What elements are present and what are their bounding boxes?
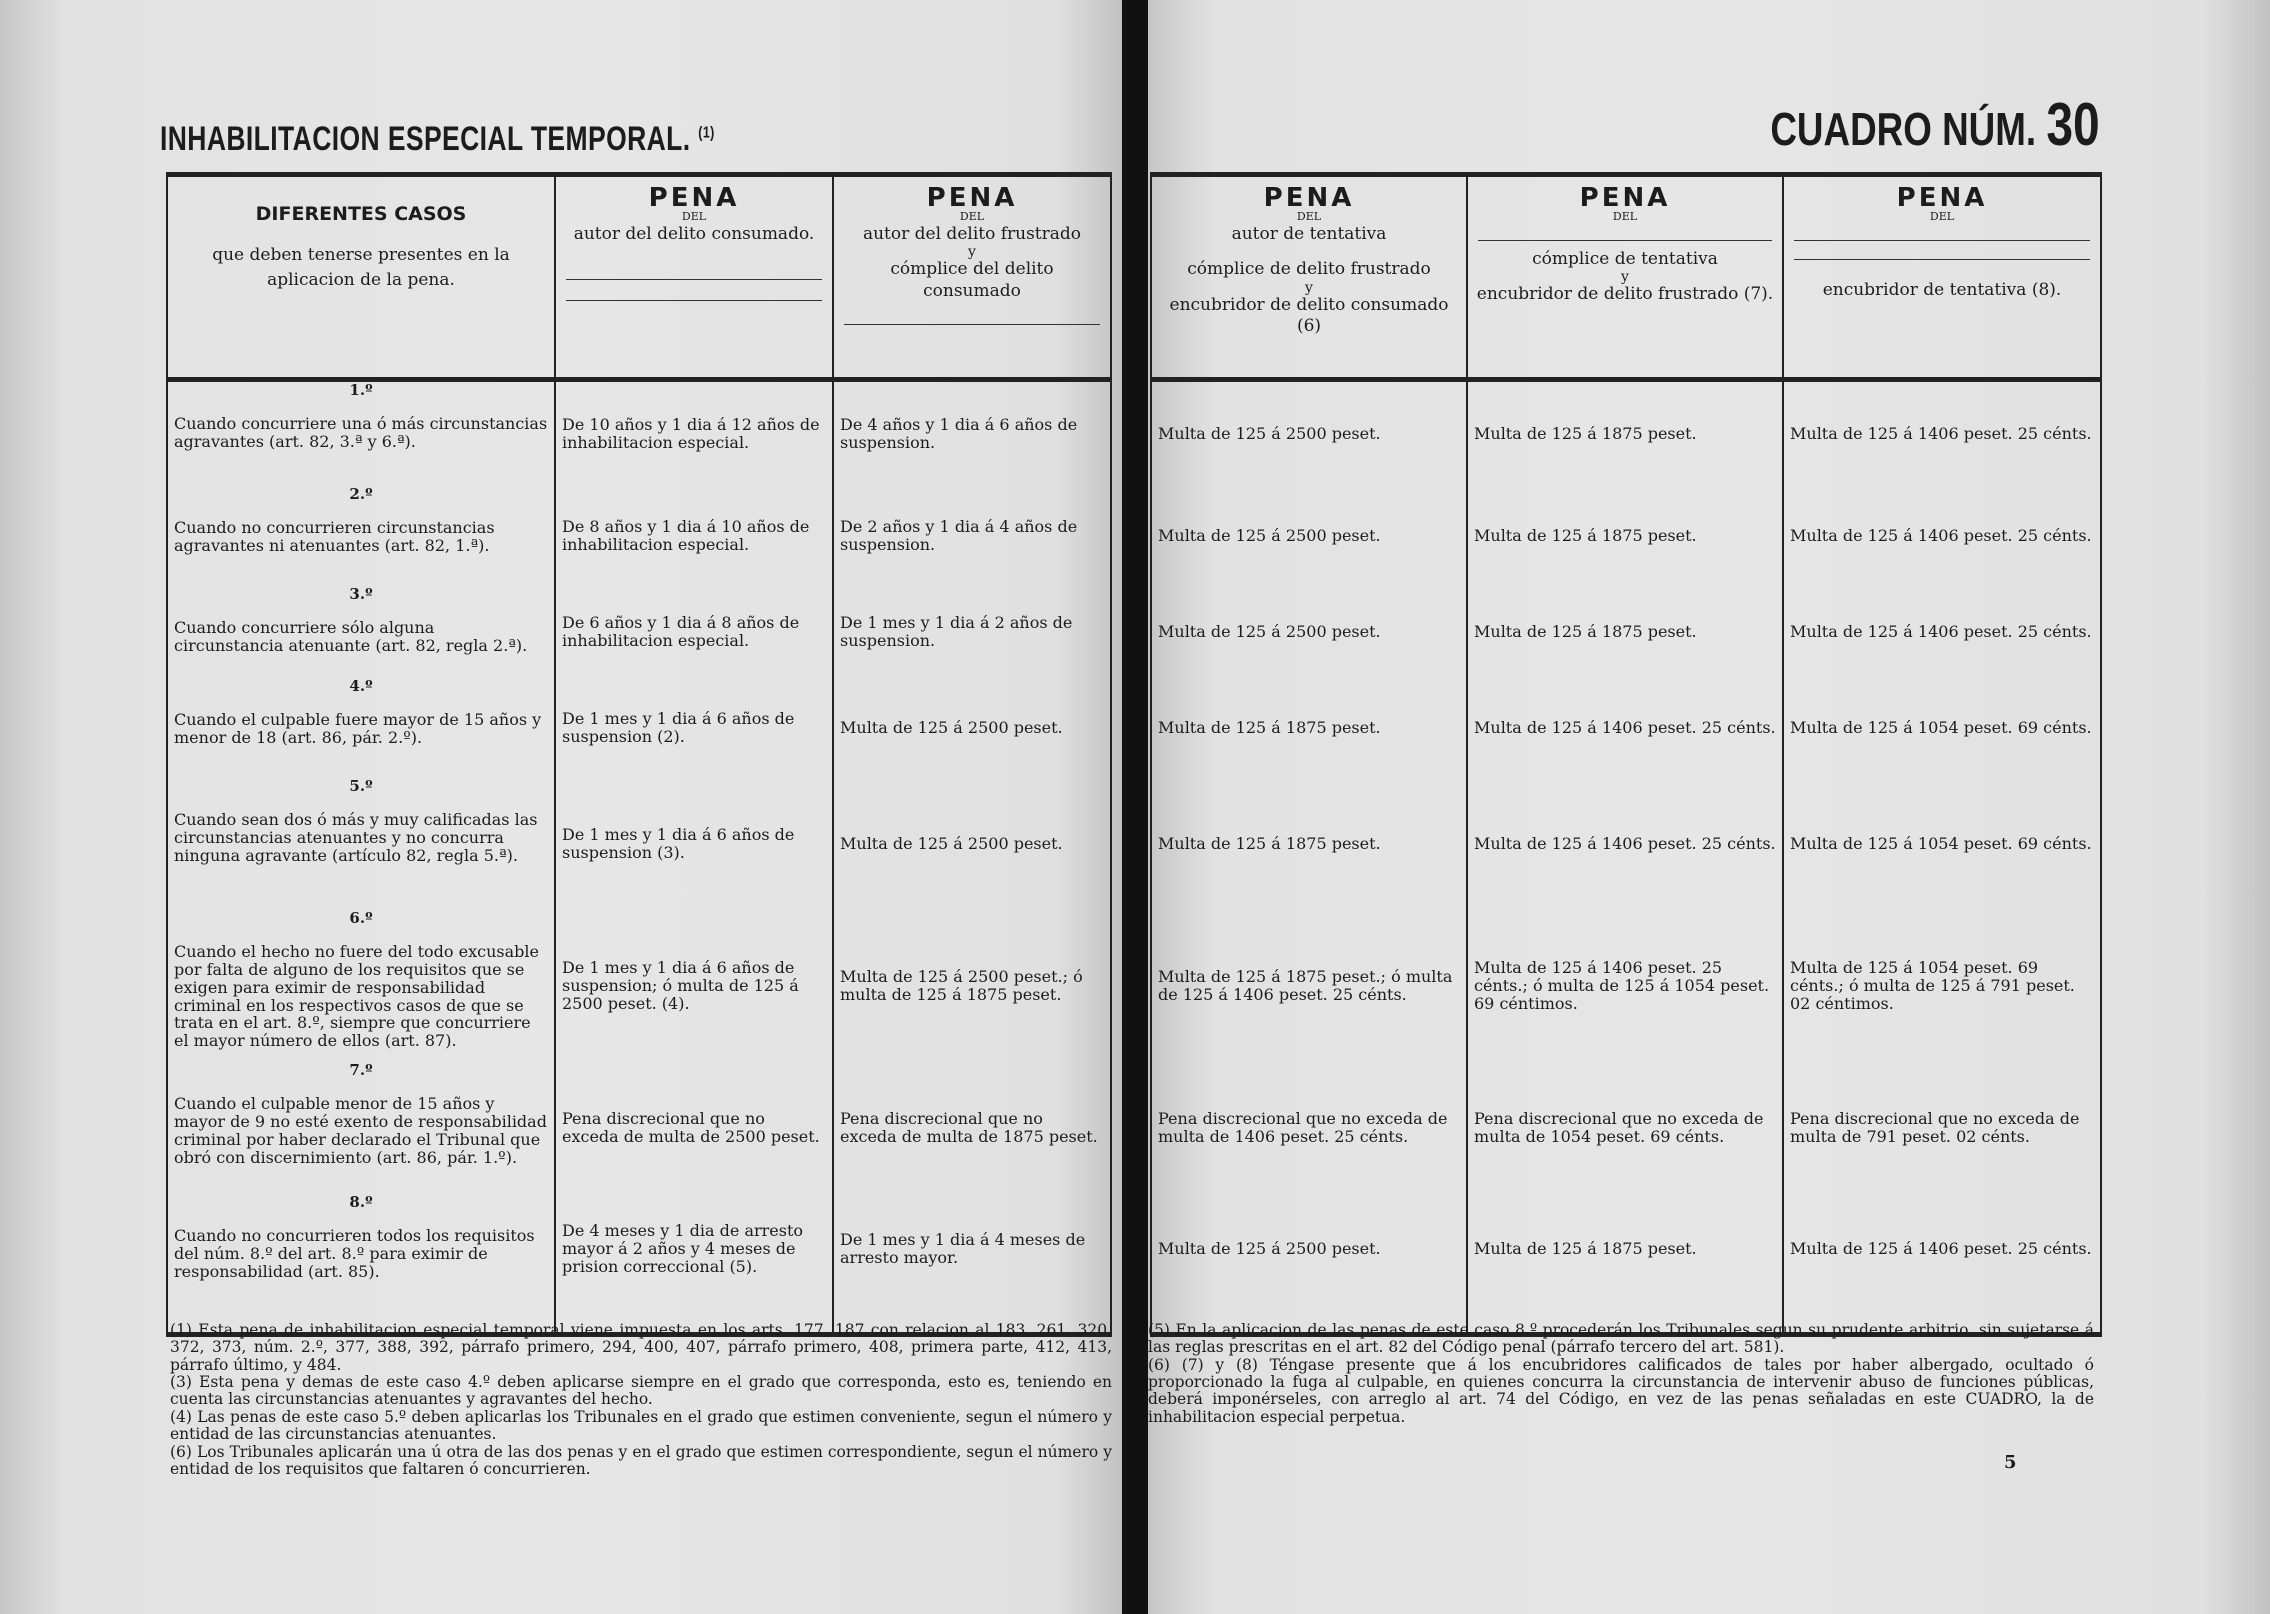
col4-y: y: [1621, 269, 1629, 286]
col4-cell: Multa de 125 á 1406 peset. 25 cénts.: [1474, 718, 1776, 738]
cases-column: [167, 380, 555, 1335]
page-title-text: INHABILITACION ESPECIAL TEMPORAL.: [160, 120, 691, 158]
col3-row-4: [1152, 678, 1466, 778]
col3-row-6: [1152, 910, 1466, 1062]
col4-row-8: [1468, 1194, 1782, 1304]
col3-cell: Multa de 125 á 2500 peset.: [1158, 1239, 1381, 1259]
col1-cell: De 4 meses y 1 dia de arresto mayor á 2 años y 4 meses de prision correccional (5).: [562, 1221, 804, 1276]
col1-row-4: [556, 678, 832, 778]
footnote-1: (1) Esta pena de inhabilitacion especial temporal viene impuesta en los arts. 177, 187 con relacion al 183, 261, 320, 372, 373, núm. 2.º, 377, 388, 392, párrafo primero, 294, 400, 407, párrafo primero, 408, primera parte, 412, 413, párrafo último, y 484.: [170, 1321, 1112, 1374]
col4-cell: Multa de 125 á 1406 peset. 25 cénts.; ó multa de 125 á 1054 peset. 69 céntimos.: [1474, 958, 1770, 1013]
header-cases: [167, 175, 555, 380]
col1-del: DEL: [681, 210, 707, 223]
col1-cell: De 10 años y 1 dia á 12 años de inhabilitacion especial.: [562, 415, 820, 452]
footnote-3: (3) Esta pena y demas de este caso 4.º deben aplicarse siempre en el grado que corresponda, esto es, teniendo en cuenta las circunstancias atenuantes y agravantes del hecho.: [170, 1373, 1112, 1409]
case-text: Cuando no concurrieren todos los requisitos del núm. 8.º del art. 8.º para eximir de responsabilidad (art. 85).: [174, 1225, 535, 1281]
col3-row-2: [1152, 486, 1466, 586]
cases-subtitle: que deben tenerse presentes en la aplicacion de la pena.: [212, 244, 510, 291]
case-ordinal: 8.º: [349, 1193, 373, 1211]
col2-cell: Multa de 125 á 2500 peset.: [840, 718, 1063, 738]
col2-row-2: [834, 486, 1110, 586]
col4-cell: Pena discrecional que no exceda de multa de 1054 peset. 69 cénts.: [1474, 1109, 1764, 1146]
col3-cell: Multa de 125 á 1875 peset.; ó multa de 125 á 1406 peset. 25 cénts.: [1158, 967, 1453, 1004]
case-ordinal: 5.º: [349, 777, 373, 795]
col3-y: y: [1305, 279, 1313, 296]
col2-cell: De 4 años y 1 dia á 6 años de suspension.: [840, 415, 1078, 452]
col4-del: DEL: [1612, 210, 1638, 223]
case-text: Cuando concurriere sólo alguna circunstancia atenuante (art. 82, regla 2.ª).: [174, 617, 528, 655]
penalty-table-left: [166, 172, 1112, 1337]
case-ordinal: 2.º: [349, 485, 373, 503]
col1-row-6: [556, 910, 832, 1062]
case-ordinal: 4.º: [349, 677, 373, 695]
case-text: Cuando no concurrieren circunstancias agravantes ni atenuantes (art. 82, 1.ª).: [174, 517, 495, 555]
col5-cell: Multa de 125 á 1054 peset. 69 cénts.: [1790, 718, 2092, 738]
footnote-5: (5) En la aplicacion de las penas de este caso 8.º procederán los Tribunales segun su prudente arbitrio, sin sujetarse á las reglas prescritas en el art. 82 del Código penal (párrafo tercero del art. 581).: [1148, 1321, 2094, 1357]
col3-row-7: [1152, 1062, 1466, 1194]
case-text: Cuando el culpable fuere mayor de 15 años y menor de 18 (art. 86, pár. 2.º).: [174, 709, 542, 747]
col4-row-4: [1468, 678, 1782, 778]
page-title: [160, 120, 715, 159]
col5-cell: Multa de 125 á 1406 peset. 25 cénts.: [1790, 1239, 2092, 1259]
col5-del: DEL: [1929, 210, 1955, 223]
col3-text3: encubridor de delito consumado (6): [1169, 294, 1449, 336]
case-text: Cuando el hecho no fuere del todo excusable por falta de alguno de los requisitos que se exigen para eximir de responsabilidad criminal en los respectivos casos de que se trata en el art. 8.º, siempre que concurriere el mayor número de ellos (art. 87).: [174, 941, 539, 1051]
cuadro-num: 30: [2046, 91, 2100, 158]
col2-row-6: [834, 910, 1110, 1062]
col1-text: autor del delito consumado.: [573, 224, 815, 244]
col3-cell: Multa de 125 á 2500 peset.: [1158, 424, 1381, 444]
col2-cell: De 1 mes y 1 dia á 4 meses de arresto mayor.: [840, 1230, 1086, 1267]
col5-cell: Multa de 125 á 1406 peset. 25 cénts.: [1790, 526, 2092, 546]
col3-pena: PENA: [1263, 183, 1355, 213]
col2-column: [833, 380, 1111, 1335]
col5-row-3: [1784, 586, 2100, 678]
case-ordinal: 3.º: [349, 585, 373, 603]
footnotes-left: [170, 1322, 1112, 1478]
cases-title: DIFERENTES CASOS: [255, 203, 467, 225]
col1-row-2: [556, 486, 832, 586]
col1-pena: PENA: [648, 183, 740, 213]
col5-cell: Multa de 125 á 1406 peset. 25 cénts.: [1790, 622, 2092, 642]
penalty-table-right: [1150, 172, 2102, 1337]
cuadro-label: CUADRO NÚM.: [1770, 103, 2037, 155]
col1-cell: De 1 mes y 1 dia á 6 años de suspension; ó multa de 125 á 2500 peset. (4).: [562, 958, 799, 1013]
col4-row-7: [1468, 1062, 1782, 1194]
col3-cell: Multa de 125 á 2500 peset.: [1158, 622, 1381, 642]
col5-pena: PENA: [1896, 183, 1988, 213]
col2-cell: De 1 mes y 1 dia á 2 años de suspension.: [840, 613, 1073, 650]
header-col3: [1151, 175, 1467, 380]
case-row-8: [168, 1194, 554, 1304]
col1-cell: De 8 años y 1 dia á 10 años de inhabilitacion especial.: [562, 517, 810, 554]
header-col2: [833, 175, 1111, 380]
col2-row-3: [834, 586, 1110, 678]
col4-row-1: [1468, 382, 1782, 486]
col3-row-5: [1152, 778, 1466, 910]
col2-cell: Multa de 125 á 2500 peset.; ó multa de 125 á 1875 peset.: [840, 967, 1083, 1004]
col5-cell: Multa de 125 á 1054 peset. 69 cénts.; ó multa de 125 á 791 peset. 02 céntimos.: [1790, 958, 2075, 1013]
col2-text: autor del delito frustrado: [862, 224, 1082, 244]
col1-row-8: [556, 1194, 832, 1304]
col5-row-1: [1784, 382, 2100, 486]
col1-row-5: [556, 778, 832, 910]
col1-column: [555, 380, 833, 1335]
col2-row-5: [834, 778, 1110, 910]
col3-cell: Multa de 125 á 1875 peset.: [1158, 718, 1381, 738]
col2-del: DEL: [959, 210, 985, 223]
col2-row-7: [834, 1062, 1110, 1194]
case-row-6: [168, 910, 554, 1062]
case-row-4: [168, 678, 554, 778]
header-col4: [1467, 175, 1783, 380]
col2-pena: PENA: [926, 183, 1018, 213]
header-col1: [555, 175, 833, 380]
col3-row-1: [1152, 382, 1466, 486]
col3-text: autor de tentativa: [1231, 224, 1387, 244]
col4-cell: Multa de 125 á 1875 peset.: [1474, 622, 1697, 642]
header-col5: [1783, 175, 2101, 380]
col1-row-7: [556, 1062, 832, 1194]
col1-cell: De 1 mes y 1 dia á 6 años de suspension (3).: [562, 825, 795, 862]
col2-cell: De 2 años y 1 dia á 4 años de suspension.: [840, 517, 1078, 554]
col3-cell: Pena discrecional que no exceda de multa de 1406 peset. 25 cénts.: [1158, 1109, 1448, 1146]
case-row-1: [168, 382, 554, 486]
footnote-6: (6) Los Tribunales aplicarán una ú otra de las dos penas y en el grado que estimen correspondiente, segun el número y entidad de los requisitos que faltaren ó concurrieren.: [170, 1442, 1112, 1478]
footnote-6-7-8: (6) (7) y (8) Téngase presente que á los encubridores calificados de tales por haber albergado, ocultado ó proporcionado la fuga al culpable, en quienes concurra la circunstancia de intervenir abuso de funciones públicas, deberá imponérseles, con arreglo al art. 74 del Código, en vez de las penas señaladas en este CUADRO, la de inhabilitacion especial perpetua.: [1148, 1355, 2094, 1426]
col1-cell: Pena discrecional que no exceda de multa de 2500 peset.: [562, 1109, 820, 1146]
col4-row-5: [1468, 778, 1782, 910]
col5-row-7: [1784, 1062, 2100, 1194]
col3-row-8: [1152, 1194, 1466, 1304]
col2-cell: Multa de 125 á 2500 peset.: [840, 834, 1063, 854]
case-text: Cuando concurriere una ó más circunstancias agravantes (art. 82, 3.ª y 6.ª).: [174, 413, 548, 451]
col4-pena: PENA: [1579, 183, 1671, 213]
case-text: Cuando sean dos ó más y muy calificadas las circunstancias atenuantes y no concurra ninguna agravante (artículo 82, regla 5.ª).: [174, 809, 538, 865]
col4-cell: Multa de 125 á 1875 peset.: [1474, 424, 1697, 444]
col1-cell: De 6 años y 1 dia á 8 años de inhabilitacion especial.: [562, 613, 800, 650]
col5-row-8: [1784, 1194, 2100, 1304]
case-row-2: [168, 486, 554, 586]
col4-column: [1467, 380, 1783, 1335]
col4-cell: Multa de 125 á 1875 peset.: [1474, 1239, 1697, 1259]
col4-row-6: [1468, 910, 1782, 1062]
col3-text2: cómplice de delito frustrado: [1187, 259, 1431, 280]
col2-row-1: [834, 382, 1110, 486]
col2-cell: Pena discrecional que no exceda de multa de 1875 peset.: [840, 1109, 1098, 1146]
col3-cell: Multa de 125 á 2500 peset.: [1158, 526, 1381, 546]
col5-row-6: [1784, 910, 2100, 1062]
case-row-3: [168, 586, 554, 678]
col4-text3: encubridor de delito frustrado (7).: [1476, 284, 1774, 305]
col5-cell: Multa de 125 á 1406 peset. 25 cénts.: [1790, 424, 2092, 444]
col4-text2: cómplice de tentativa: [1532, 249, 1718, 269]
col4-cell: Multa de 125 á 1875 peset.: [1474, 526, 1697, 546]
book-gutter: [1122, 0, 1148, 1614]
cuadro-number: [1771, 90, 2100, 159]
case-row-5: [168, 778, 554, 910]
col3-row-3: [1152, 586, 1466, 678]
case-ordinal: 7.º: [349, 1061, 373, 1079]
col3-column: [1151, 380, 1467, 1335]
col5-column: [1783, 380, 2101, 1335]
col1-row-3: [556, 586, 832, 678]
col3-del: DEL: [1296, 210, 1322, 223]
col5-cell: Multa de 125 á 1054 peset. 69 cénts.: [1790, 834, 2092, 854]
col4-row-3: [1468, 586, 1782, 678]
col2-row-4: [834, 678, 1110, 778]
case-ordinal: 1.º: [349, 381, 373, 399]
col2-y: y: [968, 244, 976, 261]
col4-row-2: [1468, 486, 1782, 586]
col2-row-8: [834, 1194, 1110, 1304]
col5-row-2: [1784, 486, 2100, 586]
case-text: Cuando el culpable menor de 15 años y mayor de 9 no esté exento de responsabilidad criminal por haber declarado el Tribunal que obró con discernimiento (art. 86, pár. 1.º).: [174, 1093, 547, 1167]
col5-row-5: [1784, 778, 2100, 910]
col3-cell: Multa de 125 á 1875 peset.: [1158, 834, 1381, 854]
col1-row-1: [556, 382, 832, 486]
footnotes-right: [1148, 1322, 2094, 1426]
page-number: 5: [2004, 1452, 2017, 1473]
col2-text2: cómplice del delito consumado: [890, 259, 1054, 301]
col5-text3: encubridor de tentativa (8).: [1822, 280, 2062, 300]
page-title-note: (1): [698, 124, 715, 142]
case-row-7: [168, 1062, 554, 1194]
footnote-4: (4) Las penas de este caso 5.º deben aplicarlas los Tribunales en el grado que estimen conveniente, segun el número y entidad de las circunstancias atenuantes.: [170, 1407, 1112, 1444]
col1-cell: De 1 mes y 1 dia á 6 años de suspension (2).: [562, 709, 795, 746]
col5-row-4: [1784, 678, 2100, 778]
case-ordinal: 6.º: [349, 909, 373, 927]
col5-cell: Pena discrecional que no exceda de multa de 791 peset. 02 cénts.: [1790, 1109, 2080, 1146]
col4-cell: Multa de 125 á 1406 peset. 25 cénts.: [1474, 834, 1776, 854]
